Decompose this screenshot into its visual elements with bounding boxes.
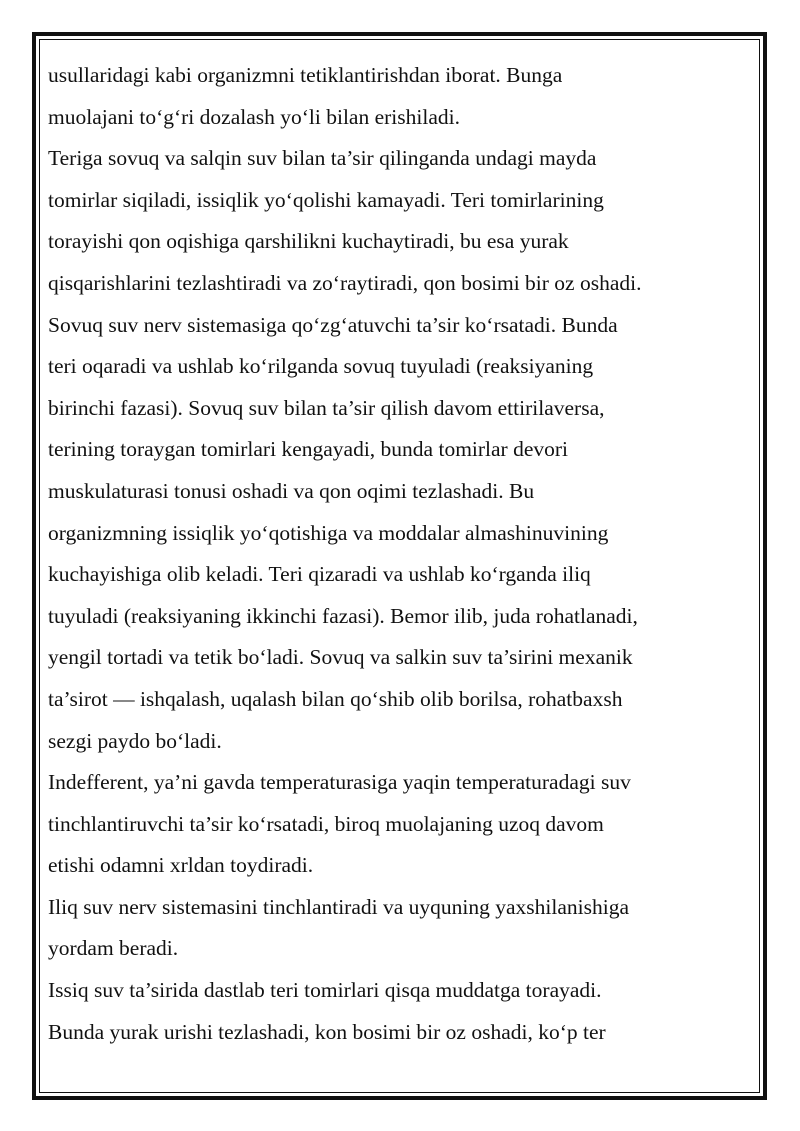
- text-line: sezgi paydo bo‘ladi.: [48, 728, 222, 753]
- text-line: tinchlantiruvchi ta’sir ko‘rsatadi, biroq muolajaning uzoq davom: [48, 811, 604, 836]
- text-line: kuchayishiga olib keladi. Teri qizaradi va ushlab ko‘rganda iliq: [48, 562, 591, 587]
- text-line: Indefferent, ya’ni gavda temperaturasiga yaqin temperaturadagi suv: [48, 770, 631, 795]
- text-line: organizmning issiqlik yo‘qotishiga va moddalar almashinuvining: [48, 520, 609, 545]
- text-line: Bunda yurak urishi tezlashadi, kon bosimi bir oz oshadi, ko‘p ter: [48, 1019, 606, 1044]
- text-line: etishi odamni xrldan toydiradi.: [48, 853, 314, 878]
- text-line: muskulaturasi tonusi oshadi va qon oqimi tezlashadi. Bu: [48, 478, 535, 503]
- text-line: tuyuladi (reaksiyaning ikkinchi fazasi). Bemor ilib, juda rohatlanadi,: [48, 603, 638, 628]
- text-line: Issiq suv ta’sirida dastlab teri tomirlari qisqa muddatga torayadi.: [48, 978, 602, 1003]
- text-line: usullaridagi kabi organizmni tetiklantirishdan iborat. Bunga: [48, 63, 563, 87]
- text-line: qisqarishlarini tezlashtiradi va zo‘raytiradi, qon bosimi bir oz oshadi.: [48, 270, 642, 295]
- text-line: yengil tortadi va tetik bo‘ladi. Sovuq va salkin suv ta’sirini mexanik: [48, 645, 633, 670]
- text-line: tomirlar siqiladi, issiqlik yo‘qolishi kamayadi. Teri tomirlarining: [48, 187, 604, 212]
- text-line: birinchi fazasi). Sovuq suv bilan ta’sir qilish davom ettirilaversa,: [48, 395, 605, 420]
- text-line: muolajani to‘g‘ri dozalash yo‘li bilan erishiladi.: [48, 104, 460, 129]
- document-text-body: [48, 55, 764, 1053]
- text-line: torayishi qon oqishiga qarshilikni kuchaytiradi, bu esa yurak: [48, 229, 569, 254]
- text-line: yordam beradi.: [48, 936, 179, 961]
- text-line: terining toraygan tomirlari kengayadi, bunda tomirlar devori: [48, 437, 569, 462]
- text-line: Teriga sovuq va salqin suv bilan ta’sir qilinganda undagi mayda: [48, 146, 597, 171]
- text-line: Sovuq suv nerv sistemasiga qo‘zg‘atuvchi ta’sir ko‘rsatadi. Bunda: [48, 312, 618, 337]
- text-line: ta’sirot — ishqalash, uqalash bilan qo‘shib olib borilsa, rohatbaxsh: [48, 686, 623, 711]
- text-line: teri oqaradi va ushlab ko‘rilganda sovuq tuyuladi (reaksiyaning: [48, 354, 594, 379]
- text-line: Iliq suv nerv sistemasini tinchlantiradi va uyquning yaxshilanishiga: [48, 894, 630, 919]
